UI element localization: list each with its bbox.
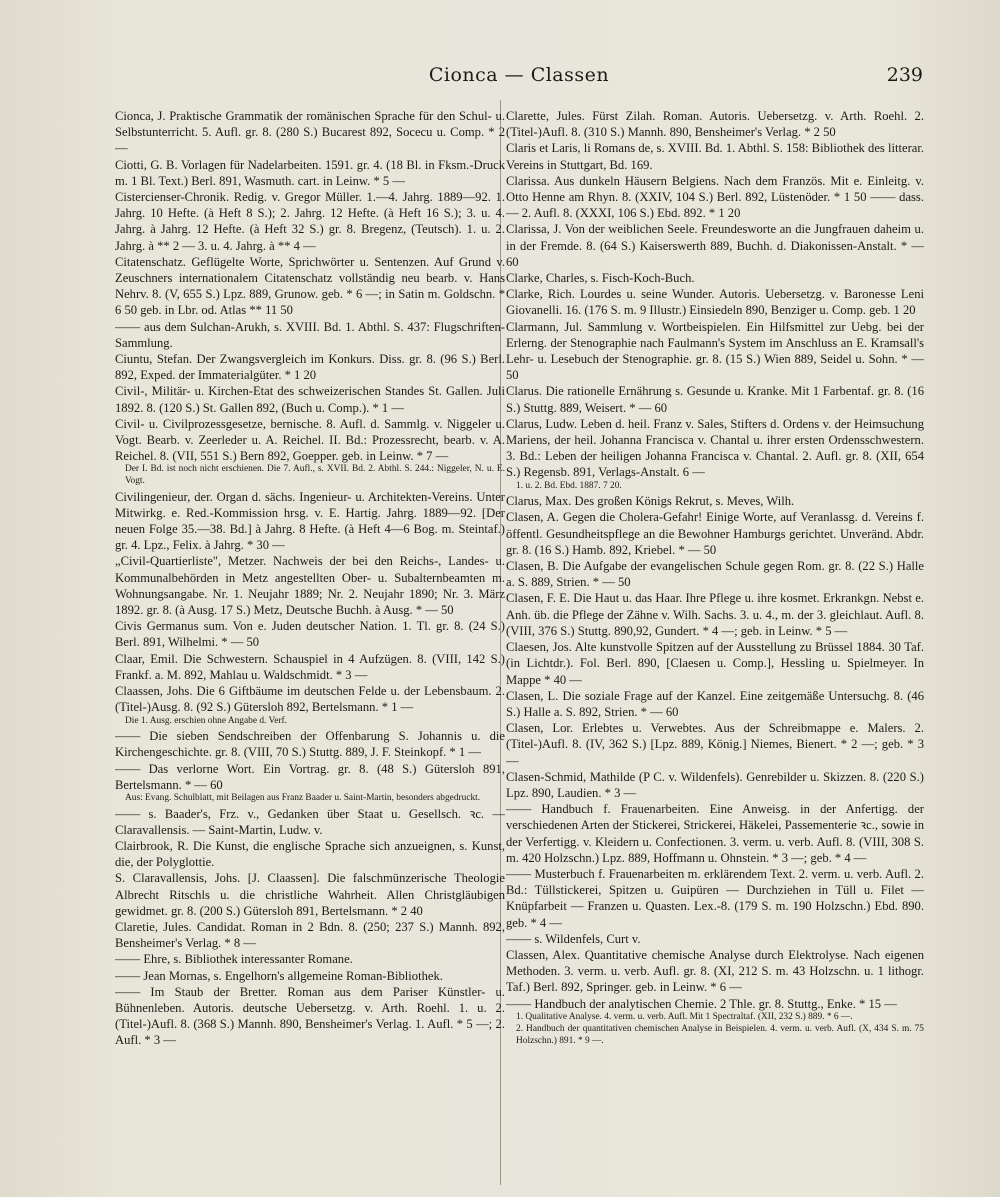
- bibliography-note: Die 1. Ausg. erschien ohne Angabe d. Verf.: [125, 715, 288, 726]
- bibliography-entry: Clasen, B. Die Aufgabe der evangelischen Schule gegen Rom. gr. 8. (22 S.) Halle a. S. 889, Strien. * — 50: [506, 559, 924, 590]
- bibliography-entry: Clairbrook, R. Die Kunst, die englische Sprache sich anzueignen, s. Kunst, die, der Polyglottie.: [115, 838, 505, 870]
- bibliography-entry: Classen, Alex. Quantitative chemische Analyse durch Elektrolyse. Nach eigenen Methoden. 3. verm. u. verb. Aufl. gr. 8. (XI, 212 S. m. 43 Holzschn. u. 1 lithogr. Taf.) Berl. 892, Springer. geb. in Leinw. * 6 —: [506, 947, 924, 995]
- bibliography-entry: Clasen, A. Gegen die Cholera-Gefahr! Einige Worte, auf Veranlassg. d. Vereins f. öffentl. Gesundheitspflege an die Bewohner Hamburgs gerichtet. Unveränd. Abdr. gr. 8. (16 S.) Hamb. 892, Kriebel. * — 50: [506, 510, 924, 557]
- bibliography-entry: Clarus, Ludw. Leben d. heil. Franz v. Sales, Stifters d. Ordens v. der Heimsuchung Mariens, der heil. Johanna Francisca v. Chantal u. ihrer ersten Ordensschwestern. 3. Bd.: Leben der heiligen Johanna Francisca v. Chantal. 2. Aufl. gr. 8. (XII, 654 S.) Regensb. 891, Verlags-Anstalt. 6 —: [506, 416, 924, 480]
- bibliography-entry: —— Die sieben Sendschreiben der Offenbarung S. Johannis u. die Kirchengeschichte. gr. 8. (VIII, 70 S.) Stuttg. 889, J. F. Steinkopf. * 1 —: [115, 729, 505, 760]
- bibliography-note: 2. Handbuch der quantitativen chemischen Analyse in Beispielen. 4. verm. u. verb. Aufl. (X, 434 S. m. 75 Holzschn.) 891. * 9 —.: [516, 1024, 924, 1046]
- bibliography-entry: Civil- u. Civilprozessgesetze, bernische. 8. Aufl. d. Sammlg. v. Niggeler u. Vogt. Bearb. v. Zeerleder u. A. Reichel. II. Bd.: Prozessrecht, bearb. v. A. Reichel. 8. (VII, 551 S.) Bern 892, Goepper. geb. in Leinw. * 7 —: [115, 416, 505, 464]
- bibliography-entry: —— Jean Mornas, s. Engelhorn's allgemeine Roman-Bibliothek.: [115, 968, 443, 983]
- bibliography-note: 1. u. 2. Bd. Ebd. 1887. 7 20.: [516, 480, 622, 491]
- bibliography-entry: Claretie, Jules. Candidat. Roman in 2 Bdn. 8. (250; 237 S.) Mannh. 892, Bensheimer's Verlag. * 8 —: [115, 919, 505, 951]
- bibliography-entry: —— Das verlorne Wort. Ein Vortrag. gr. 8. (48 S.) Gütersloh 891, Bertelsmann. * — 60: [115, 761, 505, 792]
- bibliography-entry: „Civil-Quartierliste", Metzer. Nachweis der bei den Reichs-, Landes- u. Kommunalbehörden in Metz angestellten Ober- u. Subalternbeamten m. Wohnungsangabe. Nr. 1. Neujahr 1889; Nr. 2. Neujahr 1890; Nr. 3. März 1892. gr. 8. (à Ausg. 17 S.) Metz, Deutsche Buchh. à Ausg. * — 50: [115, 554, 505, 618]
- bibliography-entry: —— aus dem Sulchan-Arukh, s. XVIII. Bd. 1. Abthl. S. 437: Flugschriften-Sammlung.: [115, 319, 505, 350]
- bibliography-entry: Clarissa, J. Von der weiblichen Seele. Freundesworte an die Jungfrauen daheim u. in der Fremde. 8. (64 S.) Kaiserswerth 889, Buchh. d. Diakonissen-Anstalt. * — 60: [506, 222, 924, 269]
- bibliography-entry: Civilingenieur, der. Organ d. sächs. Ingenieur- u. Architekten-Vereins. Unter Mitwirkg. e. Red.-Kommission hrsg. v. E. Hartig. Jahrg. 1889—92. [Der neuen Folge 35.—38. Bd.] à Jahrg. 8 Hefte. (à Heft 4—6 Bog. m. Steintaf.) gr. 4. Lpz., Felix. à Jahrg. * 30 —: [115, 489, 505, 553]
- bibliography-entry: Clarissa. Aus dunkeln Häusern Belgiens. Nach dem Französ. Mit e. Einleitg. v. Otto Henne am Rhyn. 8. (XXIV, 104 S.) Berl. 892, Lüstenöder. * 1 50 —— dass. — 2. Aufl. 8. (XXXI, 106 S.) Ebd. 892. * 1 20: [506, 173, 924, 221]
- bibliography-entry: —— Ehre, s. Bibliothek interessanter Romane.: [115, 952, 353, 967]
- bibliography-entry: —— Im Staub der Bretter. Roman aus dem Pariser Künstler- u. Bühnenleben. Autoris. deutsche Uebersetzg. v. Arth. Roehl. 1. u. 2. (Titel-)Aufl. 8. (368 S.) Mannh. 890, Bensheimer's Verlag. 1. Aufl. * 5 —; 2. Aufl. * 3 —: [115, 984, 505, 1048]
- bibliography-entry: Claesen, Jos. Alte kunstvolle Spitzen auf der Ausstellung zu Brüssel 1884. 30 Taf. (in Lichtdr.). Fol. Berl. 890, [Claesen u. Comp.], Hessling u. Spielmeyer. In Mappe * 40 —: [506, 640, 924, 687]
- bibliography-entry: Clarke, Rich. Lourdes u. seine Wunder. Autoris. Uebersetzg. v. Baronesse Leni Giovanelli. 16. (176 S. m. 9 Illustr.) Einsiedeln 890, Benziger u. Comp. geb. 1 20: [506, 287, 924, 318]
- bibliography-entry: Civil-, Militär- u. Kirchen-Etat des schweizerischen Standes St. Gallen. Juli 1892. 8. (120 S.) St. Gallen 892, (Buch u. Comp.). * 1 —: [115, 384, 505, 415]
- bibliography-entry: Ciotti, G. B. Vorlagen für Nadelarbeiten. 1591. gr. 4. (18 Bl. in Fksm.-Druck m. 1 Bl. Text.) Berl. 891, Wasmuth. cart. in Leinw. * 5 —: [115, 157, 505, 188]
- page-number: 239: [886, 64, 923, 86]
- bibliography-entry: Clarette, Jules. Fürst Zilah. Roman. Autoris. Uebersetzg. v. Arth. Roehl. 2. (Titel-)Aufl. 8. (310 S.) Mannh. 890, Bensheimer's Verlag. * 2 50: [506, 109, 924, 140]
- bibliography-entry: S. Claravallensis, Johs. [J. Claassen]. Die falschmünzerische Theologie Albrecht Ritschls u. die christliche Wahrheit. Allen Christgläubigen gewidmet. gr. 8. (200 S.) Gütersloh 891, Bertelsmann. * 2 40: [115, 871, 505, 918]
- right-column: [506, 108, 924, 1183]
- bibliography-entry: Claassen, Johs. Die 6 Giftbäume im deutschen Felde u. der Lebensbaum. 2. (Titel-)Ausg. 8. (92 S.) Gütersloh 892, Bertelsmann. * 1 —: [115, 684, 505, 715]
- bibliography-note: 1. Qualitative Analyse. 4. verm. u. verb. Aufl. Mit 1 Spectraltaf. (XII, 232 S.) 889. * 6 —.: [516, 1011, 853, 1022]
- bibliography-entry: —— Handbuch der analytischen Chemie. 2 Thle. gr. 8. Stuttg., Enke. * 15 —: [506, 996, 897, 1011]
- bibliography-entry: Clasen, Lor. Erlebtes u. Verwebtes. Aus der Schreibmappe e. Malers. 2. (Titel-)Aufl. 8. (IV, 362 S.) [Lpz. 889, König.] Niemes, Bienert. * 2 —; geb. * 3 —: [506, 721, 924, 768]
- page-header: [115, 62, 923, 92]
- bibliography-entry: Clarke, Charles, s. Fisch-Koch-Buch.: [506, 271, 695, 286]
- bibliography-entry: Citatenschatz. Geflügelte Worte, Sprichwörter u. Sentenzen. Auf Grund v. Zeuschners internationalem Citatenschatz vollständig neu bearb. v. Hans Nehrv. 8. (V, 655 S.) Lpz. 889, Grunow. geb. * 6 —; in Satin m. Goldschn. * 6 50 geb. in Lbr. od. Atlas ** 11 50: [115, 254, 505, 318]
- bibliography-entry: Clasen, L. Die soziale Frage auf der Kanzel. Eine zeitgemäße Untersuchg. 8. (46 S.) Halle a. S. 892, Strien. * — 60: [506, 688, 924, 719]
- bibliography-entry: Claris et Laris, li Romans de, s. XVIII. Bd. 1. Abthl. S. 158: Bibliothek des litterar. Vereins in Stuttgart, Bd. 169.: [506, 141, 924, 172]
- bibliography-entry: Civis Germanus sum. Von e. Juden deutscher Nation. 1. Tl. gr. 8. (24 S.) Berl. 891, Wilhelmi. * — 50: [115, 619, 505, 650]
- bibliography-note: Aus: Evang. Schulblatt, mit Beilagen aus Franz Baader u. Saint-Martin, besonders abgedruckt.: [125, 792, 481, 803]
- bibliography-entry: Cionca, J. Praktische Grammatik der romänischen Sprache für den Schul- u. Selbstunterricht. 5. Aufl. gr. 8. (280 S.) Bucarest 892, Socecu u. Comp. * 2 —: [115, 109, 505, 156]
- bibliography-entry: Clasen, F. E. Die Haut u. das Haar. Ihre Pflege u. ihre kosmet. Erkrankgn. Nebst e. Anh. üb. die Pflege der Zähne v. Wilh. Sachs. 3. u. 4., m. der 3. gleichlaut. Aufl. 8. (VIII, 376 S.) Stuttg. 890,92, Gundert. * 4 —; geb. in Leinw. * 5 —: [506, 591, 924, 638]
- bibliography-note: Der I. Bd. ist noch nicht erschienen. Die 7. Aufl., s. XVII. Bd. 2. Abthl. S. 244.: Niggeler, N. u. E. Vogt.: [125, 464, 505, 487]
- bibliography-entry: Claar, Emil. Die Schwestern. Schauspiel in 4 Aufzügen. 8. (VIII, 142 S.) Frankf. a. M. 892, Mahlau u. Waldschmidt. * 3 —: [115, 651, 505, 682]
- bibliography-entry: Clarmann, Jul. Sammlung v. Wortbeispielen. Ein Hilfsmittel zur Uebg. bei der Erlerng. der Stenographie nach Faulmann's System im Anschluss an E. Kramsall's Lehr- u. Lesebuch der Stenographie. gr. 8. (15 S.) Wien 889, Seidel u. Sohn. * — 50: [506, 319, 924, 383]
- left-column: [115, 108, 505, 1183]
- bibliography-entry: Cistercienser-Chronik. Redig. v. Gregor Müller. 1.—4. Jahrg. 1889—92. 1. Jahrg. 10 Hefte. (à Heft 8 S.); 2. Jahrg. 12 Hefte. (à Heft 16 S.); 3. u. 4. Jahrg. à Jahrg. 12 Hefte. (à Heft 32 S.) gr. 8. Bregenz, (Teutsch). 1. u. 2. Jahrg. à ** 2 — 3. u. 4. Jahrg. à ** 4 —: [115, 190, 505, 253]
- bibliography-entry: —— Handbuch f. Frauenarbeiten. Eine Anweisg. in der Anfertigg. der verschiedenen Arten der Stickerei, Strickerei, Häkelei, Passementerie ꝛc., sowie in der Verfertigg. v. Kleidern u. Confectionen. 3. verm. u. verb. Aufl. 8. (VIII, 308 S. m. 420 Holzschn.) Lpz. 889, Hoffmann u. Ohnstein. * 3 —; geb. * 4 —: [506, 802, 924, 865]
- running-head: Cionca — Classen: [428, 64, 610, 86]
- bibliography-entry: —— s. Wildenfels, Curt v.: [506, 931, 641, 946]
- bibliography-entry: Clarus, Max. Des großen Königs Rekrut, s. Meves, Wilh.: [506, 494, 795, 509]
- bibliography-entry: —— Musterbuch f. Frauenarbeiten m. erklärendem Text. 2. verm. u. verb. Aufl. 2. Bd.: Tüllstickerei, Spitzen u. Guipüren — Durchziehen in Tüll u. Filet — Knüpfarbeit — Franzen u. Quasten. Lex.-8. (179 S. m. 190 Holzschn.) Ebd. 890. geb. * 4 —: [506, 866, 924, 930]
- bibliography-entry: —— s. Baader's, Frz. v., Gedanken über Staat u. Gesellsch. ꝛc. — Claravallensis. — Saint-Martin, Ludw. v.: [115, 806, 505, 837]
- bibliography-entry: Clarus. Die rationelle Ernährung s. Gesunde u. Kranke. Mit 1 Farbentaf. gr. 8. (16 S.) Stuttg. 889, Weisert. * — 60: [506, 384, 924, 415]
- bibliography-entry: Clasen-Schmid, Mathilde (P C. v. Wildenfels). Genrebilder u. Skizzen. 8. (220 S.) Lpz. 890, Laudien. * 3 —: [506, 769, 924, 800]
- bibliography-entry: Ciuntu, Stefan. Der Zwangsvergleich im Konkurs. Diss. gr. 8. (96 S.) Berl. 892, Exped. der Immaterialgüter. * 1 20: [115, 352, 505, 383]
